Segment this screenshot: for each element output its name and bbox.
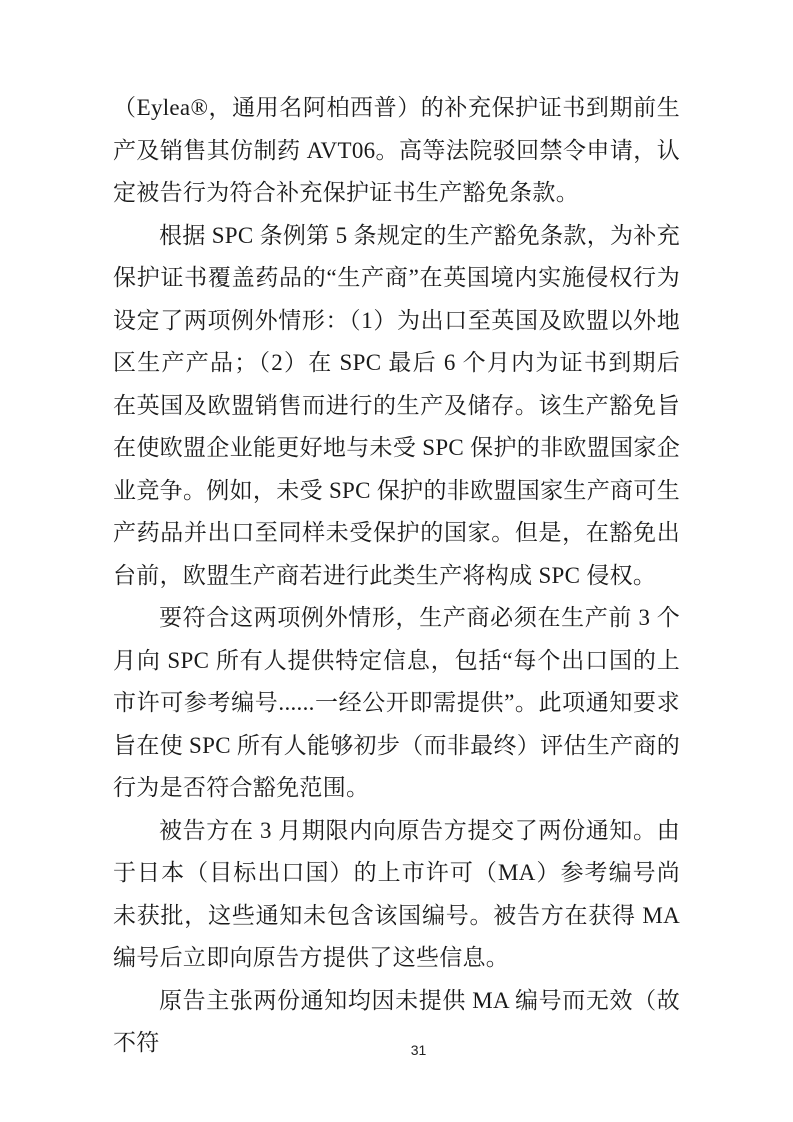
paragraph: （Eylea®，通用名阿柏西普）的补充保护证书到期前生产及销售其仿制药 AVT06。高等法院驳回禁令申请，认定被告行为符合补充保护证书生产豁免条款。 (113, 95, 680, 205)
document-body (113, 87, 680, 1065)
paragraph: 被告方在 3 月期限内向原告方提交了两份通知。由于日本（目标出口国）的上市许可（MA）参考编号尚未获批，这些通知未包含该国编号。被告方在获得 MA 编号后立即向原告方提供了这些信息。 (113, 817, 680, 970)
paragraph: 要符合这两项例外情形，生产商必须在生产前 3 个月向 SPC 所有人提供特定信息，包括“每个出口国的上市许可参考编号......一经公开即需提供”。此项通知要求旨在使 SPC 所有人能够初步（而非最终）评估生产商的行为是否符合豁免范围。 (113, 605, 680, 800)
page-number: 31 (410, 1042, 427, 1058)
page-footer (22, 1042, 793, 1060)
paragraph: 原告主张两份通知均因未提供 MA 编号而无效（故不符 (113, 987, 680, 1055)
paragraph: 根据 SPC 条例第 5 条规定的生产豁免条款，为补充保护证书覆盖药品的“生产商”在英国境内实施侵权行为设定了两项例外情形：（1）为出口至英国及欧盟以外地区生产产品；（2）在 SPC 最后 6 个月内为证书到期后在英国及欧盟销售而进行的生产及储存。该生产豁免旨在使欧盟企业能更好地与未受 SPC 保护的非欧盟国家企业竞争。例如，未受 SPC 保护的非欧盟国家生产商可生产药品并出口至同样未受保护的国家。但是，在豁免出台前，欧盟生产商若进行此类生产将构成 SPC 侵权。 (113, 222, 680, 588)
